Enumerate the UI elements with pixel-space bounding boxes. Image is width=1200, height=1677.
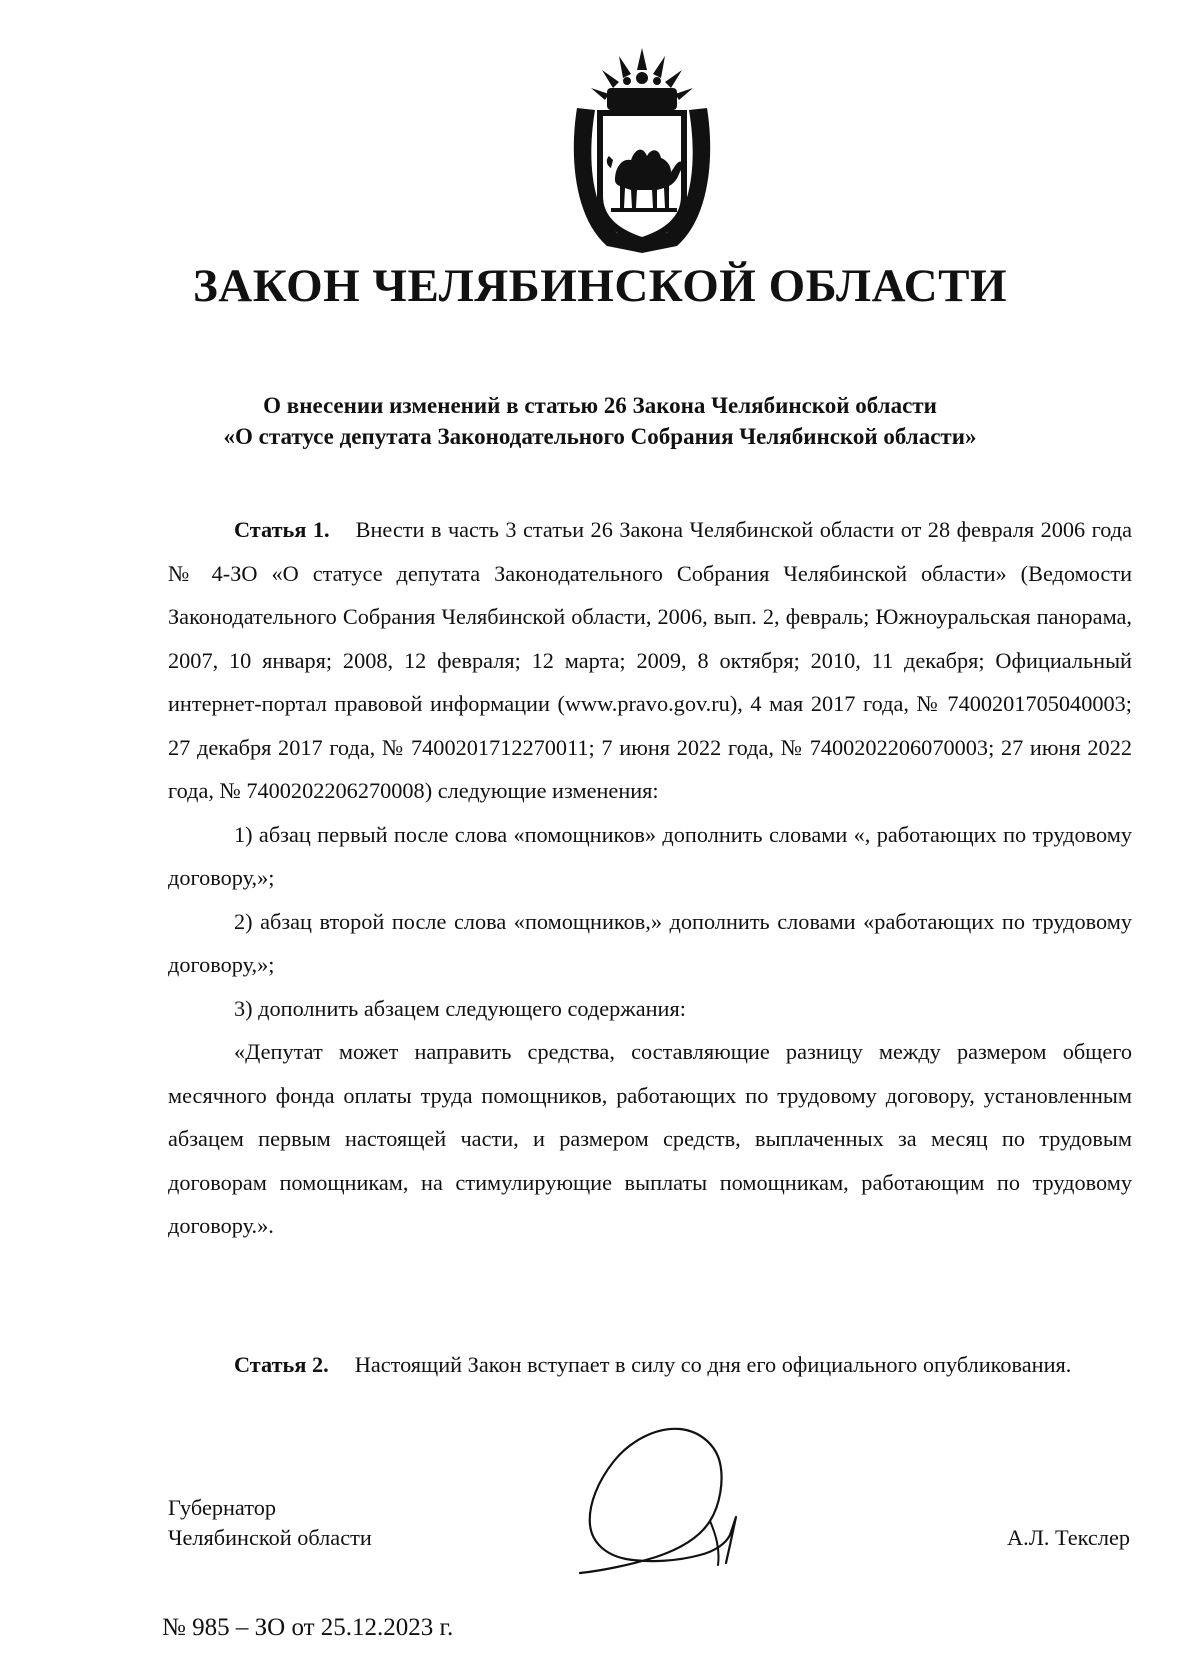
law-number-value: № 985 – ЗО: [162, 1614, 286, 1641]
article-1-intro: [168, 508, 1132, 813]
document-title: ЗАКОН ЧЕЛЯБИНСКОЙ ОБЛАСТИ: [192, 260, 1008, 312]
article-2: [168, 1343, 1132, 1387]
article-2-body: Настоящий Закон вступает в силу со дня его официального опубликования.: [354, 1352, 1072, 1377]
subtitle-line: «О статусе депутата Законодательного Собрания Челябинской области»: [223, 424, 977, 449]
signatory-position-line: Челябинской области: [168, 1525, 372, 1550]
law-number: [162, 1612, 453, 1644]
signatory-name: А.Л. Текслер: [1007, 1525, 1130, 1550]
article-1-item-1: 1) абзац первый после слова «помощников» дополнить словами «, работающих по трудовому договору,»;: [168, 821, 1132, 890]
coat-of-arms-icon: [567, 48, 717, 253]
law-number-from: от: [291, 1614, 315, 1641]
article-1: [168, 508, 1132, 1248]
article-1-quote: «Депутат может направить средства, составляющие разницу между размером общего месячного фонда оплаты труда помощников, работающих по трудовому договору, установленным абзацем первым настоящей части, и размером средств, выплаченных за месяц по трудовым договорам помощникам, на стимулирующие выплаты помощникам, работающим по трудовому договору.».: [168, 1039, 1132, 1238]
signatory-position: [168, 1493, 372, 1553]
article-1-item-2: 2) абзац второй после слова «помощников,» дополнить словами «работающих по трудовому договору,»;: [168, 908, 1132, 977]
signatory-position-line: Губернатор: [168, 1495, 276, 1520]
subtitle-line: О внесении изменений в статью 26 Закона Челябинской области: [263, 393, 937, 418]
law-number-date: 25.12.2023 г.: [320, 1614, 454, 1641]
article-1-item-3: 3) дополнить абзацем следующего содержания:: [234, 995, 686, 1021]
article-2-label: Статья 2.: [234, 1352, 329, 1377]
handwritten-signature-icon: [560, 1425, 760, 1585]
document-subtitle: [0, 390, 1200, 452]
article-2-text: [168, 1343, 1132, 1387]
article-1-intro-text: Внести в часть 3 статьи 26 Закона Челябинской области от 28 февраля 2006 года № 4-ЗО «О статусе депутата Законодательного Собрания Челябинской области» (Ведомости Законодательного Собрания Челябинской области, 2006, вып. 2, февраль; Южноуральская панорама, 2007, 10 января; 2008, 12 февраля; 12 марта; 2009, 8 октября; 2010, 11 декабря; Официальный интернет-портал правовой информации (www.pravo.gov.ru), 4 мая 2017 года, № 7400201705040003; 27 декабря 2017 года, № 7400201712270011; 7 июня 2022 года, № 7400202206070003; 27 июня 2022 года, № 7400202206270008) следующие изменения:: [168, 517, 1132, 803]
article-1-label: Статья 1.: [234, 517, 330, 542]
